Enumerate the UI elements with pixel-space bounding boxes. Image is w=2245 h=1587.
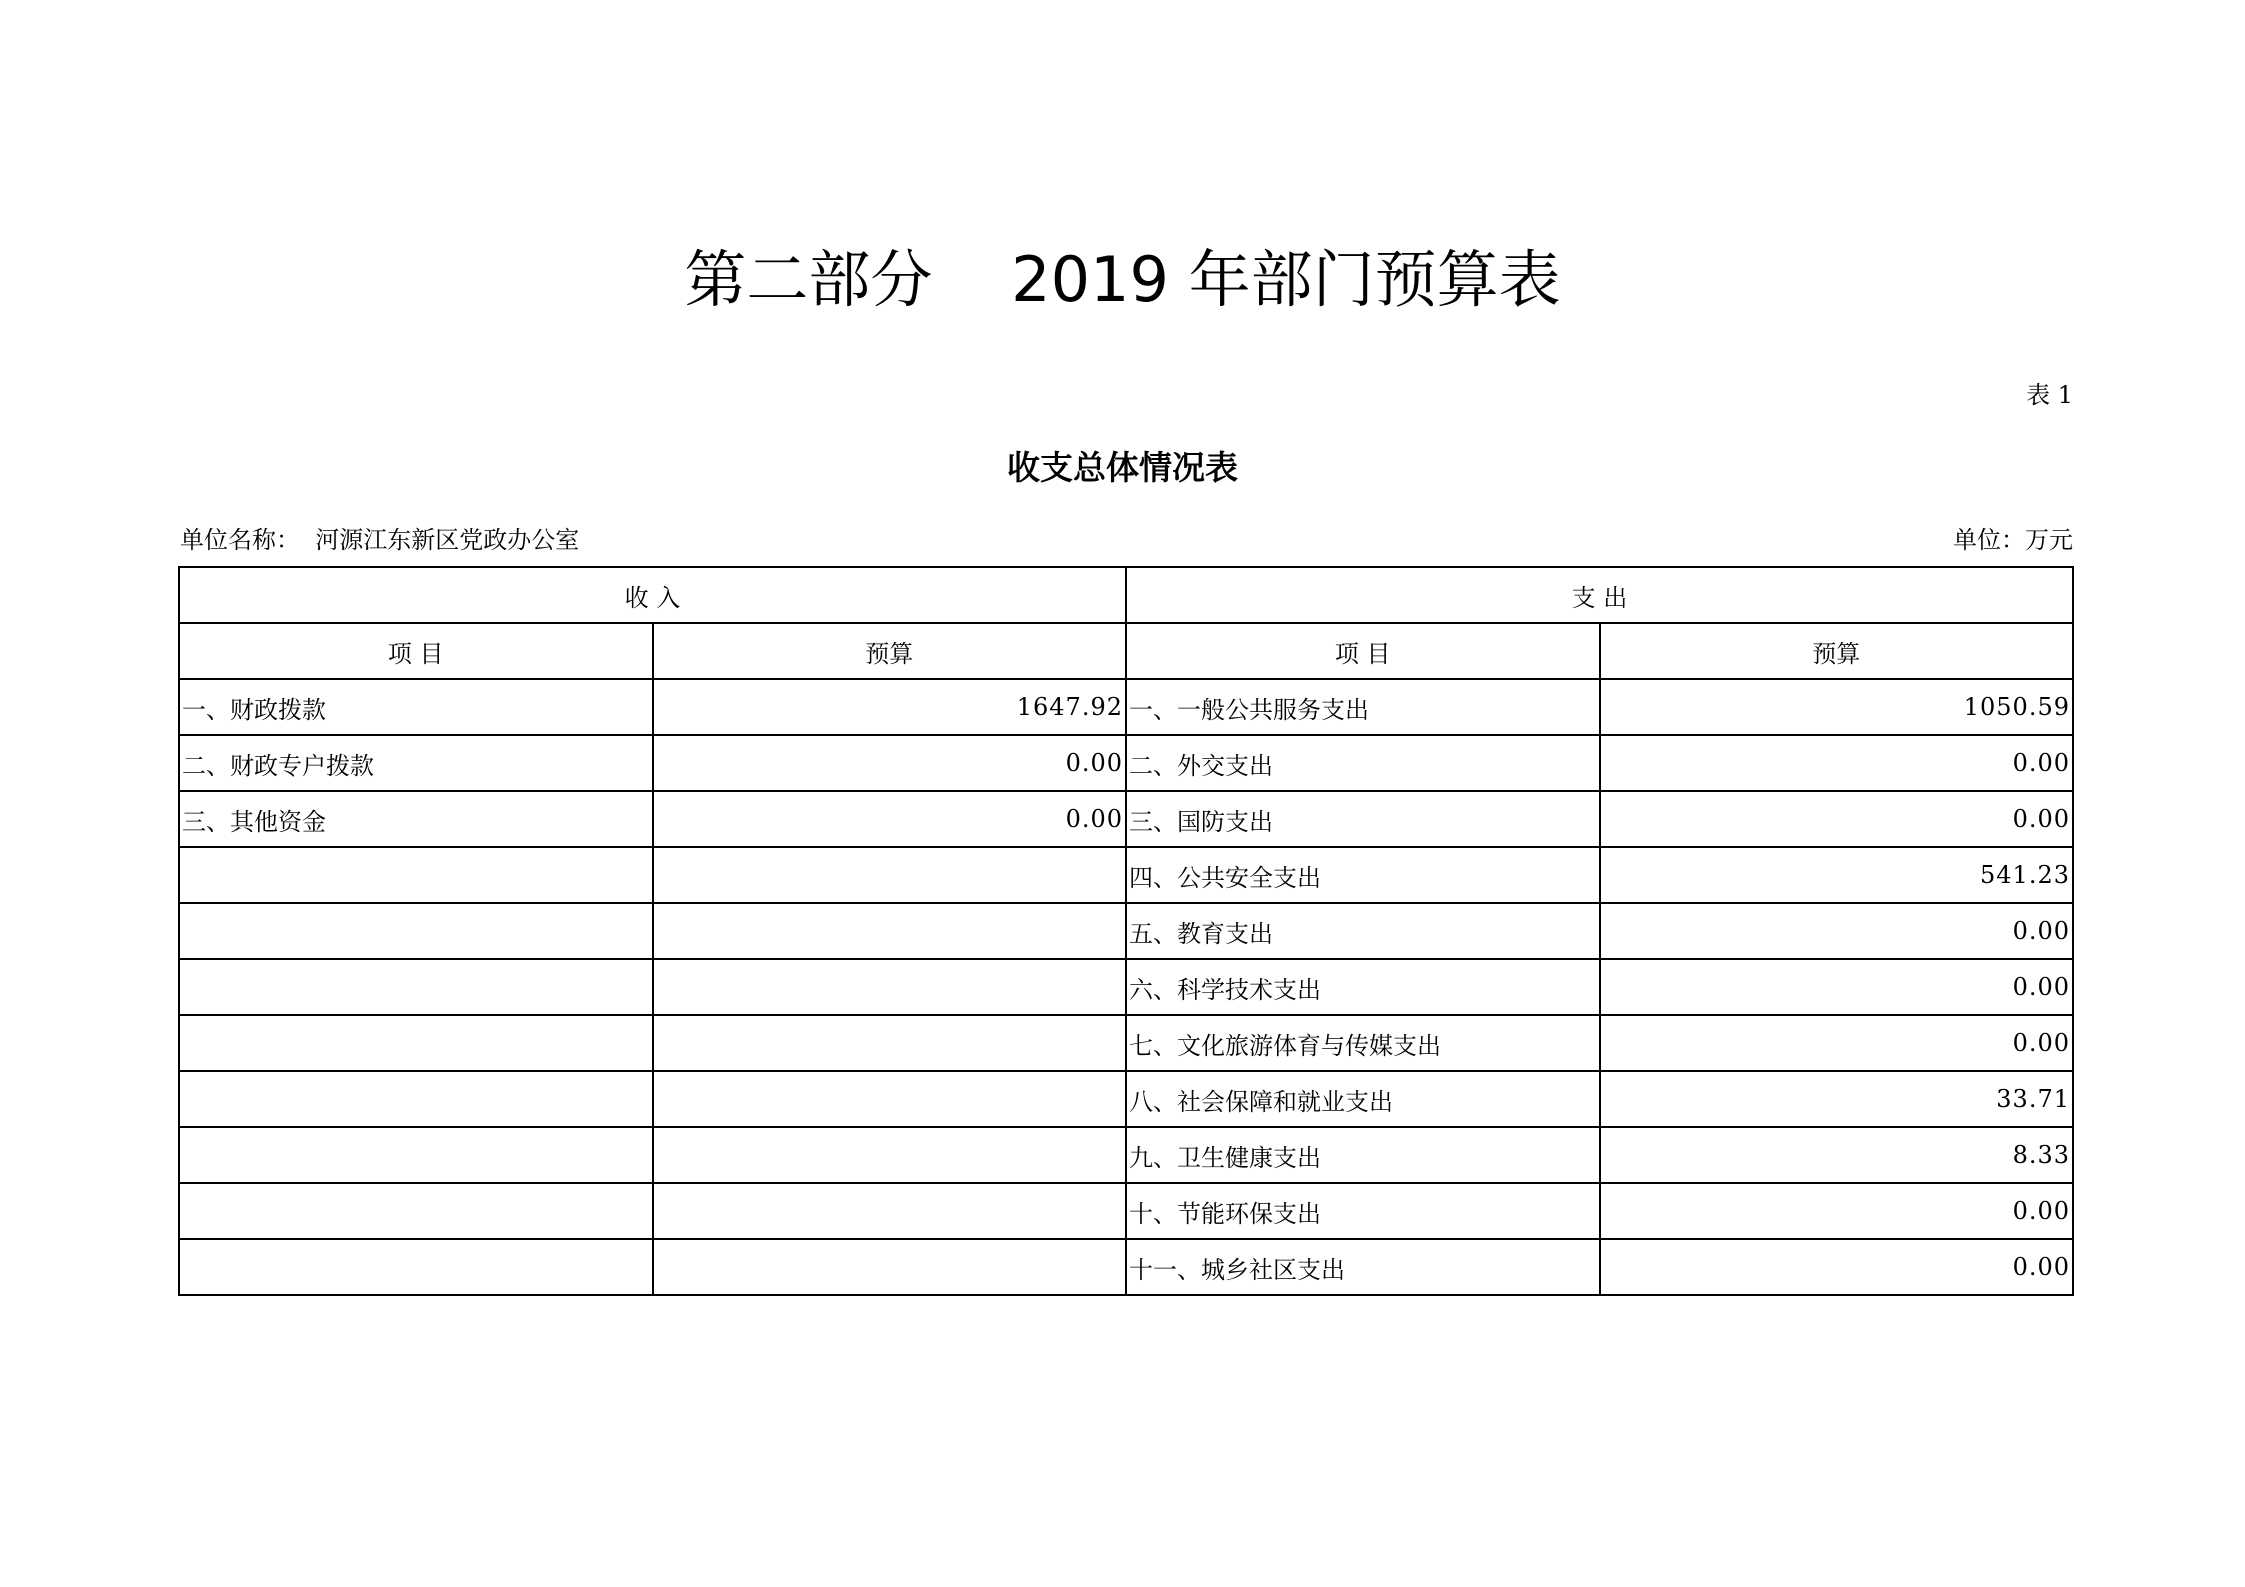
income-budget-cell bbox=[653, 847, 1127, 903]
table-row bbox=[179, 1015, 2073, 1071]
income-budget-cell bbox=[653, 1015, 1127, 1071]
expense-item-cell: 九、卫生健康支出 bbox=[1126, 1127, 1600, 1183]
income-header: 收 入 bbox=[179, 567, 1126, 623]
column-header-row bbox=[179, 623, 2073, 679]
expense-item-cell: 十、节能环保支出 bbox=[1126, 1183, 1600, 1239]
expense-item-header: 项 目 bbox=[1126, 623, 1600, 679]
income-item-cell bbox=[179, 847, 653, 903]
income-budget-cell: 0.00 bbox=[653, 735, 1127, 791]
expense-header: 支 出 bbox=[1126, 567, 2073, 623]
income-budget-cell bbox=[653, 903, 1127, 959]
page-title: 第二部分 2019 年部门预算表 bbox=[684, 243, 1561, 316]
budget-table bbox=[178, 566, 2074, 1296]
expense-budget-cell: 541.23 bbox=[1600, 847, 2074, 903]
income-budget-cell: 0.00 bbox=[653, 791, 1127, 847]
income-item-cell bbox=[179, 1015, 653, 1071]
income-item-cell bbox=[179, 1183, 653, 1239]
expense-budget-header: 预算 bbox=[1600, 623, 2074, 679]
expense-item-cell: 三、国防支出 bbox=[1126, 791, 1600, 847]
income-item-header: 项 目 bbox=[179, 623, 653, 679]
expense-budget-cell: 33.71 bbox=[1600, 1071, 2074, 1127]
income-budget-cell bbox=[653, 1127, 1127, 1183]
expense-budget-cell: 0.00 bbox=[1600, 1183, 2074, 1239]
expense-item-cell: 五、教育支出 bbox=[1126, 903, 1600, 959]
expense-budget-cell: 1050.59 bbox=[1600, 679, 2074, 735]
table-row bbox=[179, 735, 2073, 791]
income-item-cell bbox=[179, 1127, 653, 1183]
income-item-cell bbox=[179, 1239, 653, 1295]
income-item-cell: 三、其他资金 bbox=[179, 791, 653, 847]
income-item-cell bbox=[179, 959, 653, 1015]
unit-name-label: 单位名称： 河源江东新区党政办公室 bbox=[180, 526, 580, 554]
expense-item-cell: 六、科学技术支出 bbox=[1126, 959, 1600, 1015]
expense-budget-cell: 8.33 bbox=[1600, 1127, 2074, 1183]
expense-item-cell: 四、公共安全支出 bbox=[1126, 847, 1600, 903]
expense-budget-cell: 0.00 bbox=[1600, 1239, 2074, 1295]
income-budget-cell bbox=[653, 1183, 1127, 1239]
expense-item-cell: 十一、城乡社区支出 bbox=[1126, 1239, 1600, 1295]
expense-item-cell: 二、外交支出 bbox=[1126, 735, 1600, 791]
income-item-cell bbox=[179, 903, 653, 959]
table-row bbox=[179, 903, 2073, 959]
table-row bbox=[179, 1239, 2073, 1295]
expense-item-cell: 一、一般公共服务支出 bbox=[1126, 679, 1600, 735]
expense-budget-cell: 0.00 bbox=[1600, 959, 2074, 1015]
expense-budget-cell: 0.00 bbox=[1600, 1015, 2074, 1071]
expense-budget-cell: 0.00 bbox=[1600, 903, 2074, 959]
currency-unit-label: 单位：万元 bbox=[1953, 526, 2073, 554]
expense-item-cell: 八、社会保障和就业支出 bbox=[1126, 1071, 1600, 1127]
income-item-cell: 一、财政拨款 bbox=[179, 679, 653, 735]
expense-budget-cell: 0.00 bbox=[1600, 791, 2074, 847]
income-item-cell: 二、财政专户拨款 bbox=[179, 735, 653, 791]
expense-item-cell: 七、文化旅游体育与传媒支出 bbox=[1126, 1015, 1600, 1071]
income-budget-cell bbox=[653, 1071, 1127, 1127]
income-budget-header: 预算 bbox=[653, 623, 1127, 679]
income-budget-cell: 1647.92 bbox=[653, 679, 1127, 735]
income-budget-cell bbox=[653, 1239, 1127, 1295]
table-row bbox=[179, 959, 2073, 1015]
table-row bbox=[179, 1183, 2073, 1239]
table-row bbox=[179, 679, 2073, 735]
table-row bbox=[179, 791, 2073, 847]
expense-budget-cell: 0.00 bbox=[1600, 735, 2074, 791]
table-row bbox=[179, 1127, 2073, 1183]
table-row bbox=[179, 1071, 2073, 1127]
table-header-row bbox=[179, 567, 2073, 623]
table-number: 表 1 bbox=[2026, 381, 2073, 409]
income-budget-cell bbox=[653, 959, 1127, 1015]
table-row bbox=[179, 847, 2073, 903]
income-item-cell bbox=[179, 1071, 653, 1127]
table-title: 收支总体情况表 bbox=[1007, 448, 1238, 487]
